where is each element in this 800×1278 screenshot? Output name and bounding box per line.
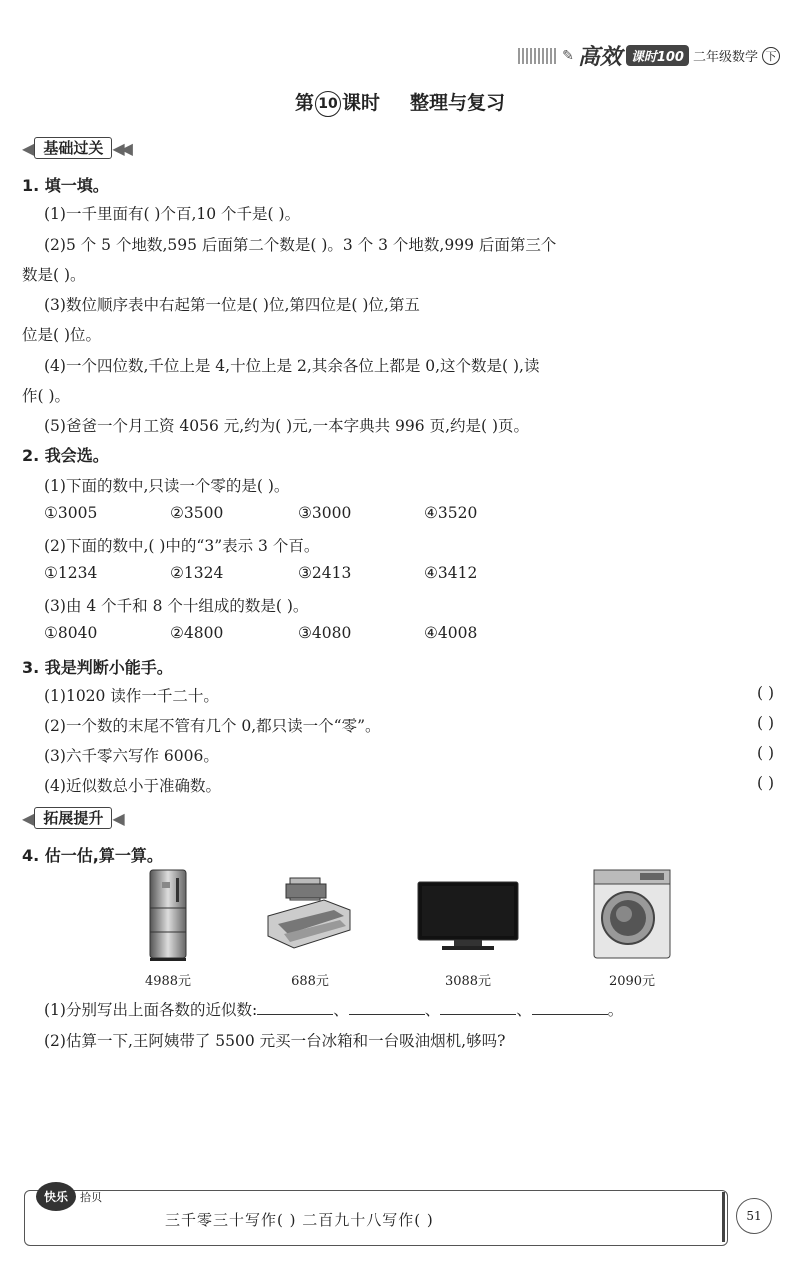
washing-machine-image	[592, 868, 672, 960]
header-brand	[518, 40, 780, 71]
arrow-left-icon: ◀	[22, 138, 35, 158]
title-topic: 整理与复习	[410, 92, 506, 114]
q3-item: (1)1020 读作一千二十。	[44, 687, 219, 705]
q3-item: (4)近似数总小于准确数。	[44, 777, 221, 795]
arrows-right-icon: ◀◀	[112, 138, 129, 158]
q1-line: 位是( )位。	[22, 326, 102, 344]
grade-subject: 二年级数学	[692, 50, 758, 65]
q3-answer-paren: ( )	[756, 774, 774, 792]
answer-blank[interactable]	[349, 1000, 425, 1015]
title-suffix: 课时	[341, 92, 380, 114]
separator: 、	[516, 1001, 532, 1019]
q2-option: ③3000	[298, 504, 352, 522]
q4-subquestion-2: (2)估算一下,王阿姨带了 5500 元买一台冰箱和一台吸油烟机,够吗?	[44, 1032, 506, 1050]
arrow-left-icon: ◀	[22, 808, 35, 828]
price-label: 4988元	[144, 974, 192, 989]
section-tag-extend	[22, 806, 121, 830]
q4-s1-text: (1)分别写出上面各数的近似数:	[44, 1001, 258, 1019]
series-name: 课时100	[626, 45, 689, 66]
question-2-heading: 2. 我会选。	[22, 446, 109, 465]
separator: 、	[424, 1001, 441, 1019]
page-number: 51	[736, 1198, 772, 1234]
price-label: 2090元	[608, 974, 656, 989]
price-label: 688元	[291, 974, 329, 989]
badge-label: 拾贝	[80, 1190, 103, 1204]
footer-exercise: 三千零三十写作( ) 二百九十八写作( )	[165, 1211, 434, 1229]
section-label: 基础过关	[34, 137, 112, 159]
volume-badge: 下	[762, 47, 780, 65]
title-prefix: 第	[294, 92, 314, 114]
section-label: 拓展提升	[34, 807, 112, 829]
price-label: 3088元	[444, 974, 492, 989]
q2-option: ①3005	[44, 504, 98, 522]
separator: 、	[333, 1001, 349, 1019]
page-title	[0, 88, 800, 117]
q2-option: ③4080	[298, 624, 352, 642]
brand-name: 高效	[577, 45, 622, 70]
q2-option: ④3520	[424, 504, 478, 522]
q3-answer-paren: ( )	[756, 744, 774, 762]
answer-blank[interactable]	[257, 1000, 333, 1015]
q2-option: ②3500	[170, 504, 224, 522]
section-tag-basic	[22, 136, 129, 160]
q2-option: ②4800	[170, 624, 224, 642]
q3-answer-paren: ( )	[756, 714, 774, 732]
q2-stem: (3)由 4 个千和 8 个十组成的数是( )。	[44, 597, 309, 615]
divider	[722, 1192, 725, 1242]
q1-line: 作( )。	[22, 387, 71, 405]
q3-answer-paren: ( )	[756, 684, 774, 702]
q4-subquestion-1	[44, 998, 623, 1020]
q2-option: ②1324	[170, 564, 224, 582]
period: 。	[607, 1001, 624, 1019]
footer-badge	[36, 1182, 102, 1211]
book-icon: ✎	[562, 47, 574, 64]
dots-decoration	[518, 48, 558, 64]
television-image	[416, 880, 520, 952]
arrows-right-icon: ◀	[112, 808, 121, 828]
q2-option: ①1234	[44, 564, 98, 582]
question-1-heading: 1. 填一填。	[22, 176, 109, 195]
q2-option: ④4008	[424, 624, 478, 642]
question-3-heading: 3. 我是判断小能手。	[22, 658, 173, 677]
happy-badge: 快乐	[36, 1182, 76, 1211]
q1-line: 数是( )。	[22, 266, 86, 284]
q3-item: (3)六千零六写作 6006。	[44, 747, 219, 765]
q1-line: (5)爸爸一个月工资 4056 元,约为( )元,一本字典共 996 页,约是( )页。	[44, 417, 530, 435]
q2-stem: (1)下面的数中,只读一个零的是( )。	[44, 477, 290, 495]
footer-box	[24, 1190, 728, 1246]
refrigerator-image	[148, 868, 188, 962]
q1-line: (4)一个四位数,千位上是 4,十位上是 2,其余各位上都是 0,这个数是( ),读	[44, 357, 540, 375]
q2-option: ①8040	[44, 624, 98, 642]
answer-blank[interactable]	[532, 1000, 608, 1015]
q3-item: (2)一个数的末尾不管有几个 0,都只读一个“零”。	[44, 717, 381, 735]
answer-blank[interactable]	[440, 1000, 516, 1015]
q1-line: (1)一千里面有( )个百,10 个千是( )。	[44, 205, 301, 223]
lesson-number: 10	[315, 91, 341, 117]
q1-line: (3)数位顺序表中右起第一位是( )位,第四位是( )位,第五	[44, 296, 420, 314]
q1-line: (2)5 个 5 个地数,595 后面第二个数是( )。3 个 3 个地数,999 后面第三个	[44, 236, 557, 254]
q2-option: ③2413	[298, 564, 352, 582]
q2-option: ④3412	[424, 564, 478, 582]
q2-stem: (2)下面的数中,( )中的“3”表示 3 个百。	[44, 537, 320, 555]
range-hood-image	[264, 876, 354, 954]
question-4-heading: 4. 估一估,算一算。	[22, 846, 163, 865]
